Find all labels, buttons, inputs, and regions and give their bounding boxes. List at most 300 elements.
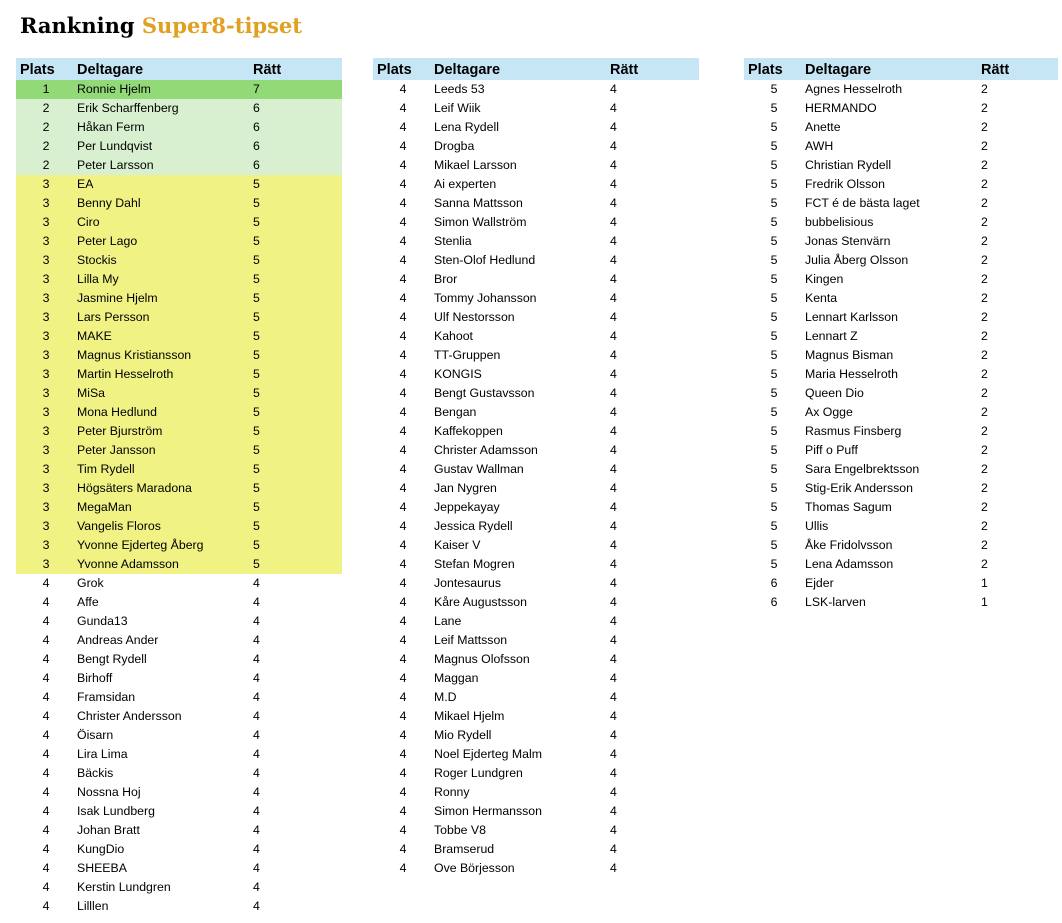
table-row	[373, 137, 699, 156]
cell-plats: 4	[42, 576, 50, 590]
table-row	[373, 612, 699, 631]
cell-ratt: 5	[253, 481, 260, 495]
cell-deltagare: Kenta	[805, 291, 838, 305]
cell-plats: 4	[42, 766, 50, 780]
cell-deltagare: Rasmus Finsberg	[805, 424, 902, 438]
cell-ratt: 5	[253, 215, 260, 229]
table-row	[16, 384, 342, 403]
cell-plats: 4	[399, 443, 407, 457]
cell-plats: 3	[42, 215, 50, 229]
cell-ratt: 4	[610, 367, 617, 381]
cell-plats: 4	[42, 880, 50, 894]
table-row	[373, 327, 699, 346]
cell-deltagare: Bengan	[434, 405, 477, 419]
cell-ratt: 4	[610, 386, 617, 400]
cell-deltagare: Sten-Olof Hedlund	[434, 253, 536, 267]
cell-ratt: 4	[610, 652, 617, 666]
cell-deltagare: LSK-larven	[805, 595, 866, 609]
cell-plats: 5	[770, 139, 778, 153]
cell-deltagare: Ax Ogge	[805, 405, 853, 419]
cell-plats: 2	[42, 158, 50, 172]
cell-plats: 4	[399, 576, 407, 590]
cell-plats: 4	[399, 595, 407, 609]
cell-ratt: 4	[610, 158, 617, 172]
cell-deltagare: Peter Lago	[77, 234, 138, 248]
cell-deltagare: Yvonne Adamsson	[77, 557, 179, 571]
cell-deltagare: KONGIS	[434, 367, 482, 381]
cell-ratt: 5	[253, 367, 260, 381]
table-row	[373, 289, 699, 308]
cell-deltagare: Kaffekoppen	[434, 424, 503, 438]
table-row	[373, 517, 699, 536]
cell-plats: 3	[42, 519, 50, 533]
table-row	[16, 783, 342, 802]
cell-plats: 3	[42, 348, 50, 362]
cell-deltagare: Håkan Ferm	[77, 120, 145, 134]
table-row	[16, 479, 342, 498]
cell-plats: 4	[399, 139, 407, 153]
cell-deltagare: Lennart Z	[805, 329, 858, 343]
cell-deltagare: Kerstin Lundgren	[77, 880, 171, 894]
cell-deltagare: Erik Scharffenberg	[77, 101, 179, 115]
cell-deltagare: Mona Hedlund	[77, 405, 157, 419]
cell-ratt: 1	[981, 576, 988, 590]
cell-deltagare: AWH	[805, 139, 834, 153]
cell-ratt: 4	[610, 614, 617, 628]
cell-ratt: 5	[253, 348, 260, 362]
table-row	[373, 479, 699, 498]
cell-ratt: 4	[253, 728, 260, 742]
cell-deltagare: Stockis	[77, 253, 117, 267]
cell-deltagare: TT-Gruppen	[434, 348, 501, 362]
cell-ratt: 5	[253, 443, 260, 457]
table-row	[373, 859, 699, 878]
table-row	[16, 460, 342, 479]
table-row	[373, 80, 699, 99]
table-row	[373, 175, 699, 194]
table-row	[373, 840, 699, 859]
cell-plats: 4	[42, 614, 50, 628]
cell-ratt: 4	[610, 747, 617, 761]
cell-plats: 3	[42, 462, 50, 476]
cell-ratt: 4	[253, 576, 260, 590]
cell-ratt: 2	[981, 424, 988, 438]
table-row	[373, 308, 699, 327]
cell-plats: 5	[770, 120, 778, 134]
table-row	[16, 175, 342, 194]
table-row	[373, 194, 699, 213]
cell-plats: 4	[399, 82, 407, 96]
cell-ratt: 2	[981, 310, 988, 324]
table-row	[373, 232, 699, 251]
table-row	[744, 536, 1058, 555]
cell-plats: 3	[42, 253, 50, 267]
table-row	[16, 612, 342, 631]
cell-deltagare: Ulf Nestorsson	[434, 310, 515, 324]
table-row	[373, 384, 699, 403]
table-row	[744, 441, 1058, 460]
cell-plats: 4	[399, 310, 407, 324]
header-ratt: Rätt	[981, 62, 1010, 78]
table-row	[373, 460, 699, 479]
cell-ratt: 4	[610, 785, 617, 799]
cell-deltagare: Peter Larsson	[77, 158, 154, 172]
cell-plats: 5	[770, 272, 778, 286]
cell-plats: 4	[399, 861, 407, 875]
cell-plats: 4	[399, 709, 407, 723]
cell-plats: 4	[399, 196, 407, 210]
table-body	[744, 80, 1058, 612]
cell-ratt: 7	[253, 82, 260, 96]
cell-plats: 4	[42, 595, 50, 609]
cell-plats: 5	[770, 538, 778, 552]
cell-plats: 4	[399, 481, 407, 495]
cell-deltagare: Magnus Kristiansson	[77, 348, 192, 362]
table-row	[16, 270, 342, 289]
cell-deltagare: Vangelis Floros	[77, 519, 161, 533]
cell-ratt: 4	[610, 329, 617, 343]
cell-plats: 4	[42, 747, 50, 761]
cell-plats: 4	[399, 405, 407, 419]
cell-plats: 3	[42, 386, 50, 400]
cell-plats: 5	[770, 443, 778, 457]
cell-plats: 4	[399, 120, 407, 134]
table-row	[373, 99, 699, 118]
cell-plats: 4	[399, 766, 407, 780]
cell-deltagare: Johan Bratt	[77, 823, 140, 837]
cell-plats: 4	[399, 329, 407, 343]
table-row	[16, 821, 342, 840]
cell-ratt: 4	[253, 709, 260, 723]
table-header	[16, 58, 342, 80]
table-row	[16, 99, 342, 118]
cell-deltagare: Bäckis	[77, 766, 114, 780]
cell-ratt: 5	[253, 234, 260, 248]
cell-ratt: 4	[253, 595, 260, 609]
table-row	[16, 289, 342, 308]
cell-deltagare: Per Lundqvist	[77, 139, 153, 153]
cell-deltagare: Lars Persson	[77, 310, 150, 324]
table-row	[744, 80, 1058, 99]
cell-ratt: 2	[981, 177, 988, 191]
cell-ratt: 4	[253, 823, 260, 837]
table-row	[744, 384, 1058, 403]
cell-deltagare: Christer Andersson	[77, 709, 182, 723]
cell-deltagare: Lilla My	[77, 272, 119, 286]
table-row	[373, 574, 699, 593]
cell-plats: 3	[42, 367, 50, 381]
cell-plats: 4	[42, 671, 50, 685]
cell-ratt: 4	[610, 595, 617, 609]
cell-plats: 3	[42, 272, 50, 286]
table-row	[744, 308, 1058, 327]
cell-ratt: 4	[610, 101, 617, 115]
cell-deltagare: Magnus Olofsson	[434, 652, 530, 666]
cell-ratt: 4	[610, 348, 617, 362]
cell-ratt: 4	[610, 519, 617, 533]
table-row	[16, 859, 342, 878]
page-title	[20, 12, 302, 40]
cell-ratt: 5	[253, 557, 260, 571]
table-row	[16, 498, 342, 517]
cell-plats: 4	[399, 500, 407, 514]
cell-deltagare: Leeds 53	[434, 82, 485, 96]
cell-deltagare: Åke Fridolvsson	[805, 538, 893, 552]
table-row	[16, 745, 342, 764]
table-row	[373, 441, 699, 460]
cell-plats: 6	[770, 576, 778, 590]
cell-ratt: 6	[253, 158, 260, 172]
table-row	[16, 707, 342, 726]
cell-deltagare: Högsäters Maradona	[77, 481, 192, 495]
cell-plats: 5	[770, 234, 778, 248]
cell-plats: 4	[399, 671, 407, 685]
cell-ratt: 2	[981, 519, 988, 533]
cell-deltagare: Ai experten	[434, 177, 497, 191]
cell-deltagare: Lira Lima	[77, 747, 128, 761]
cell-plats: 4	[42, 709, 50, 723]
table-row	[16, 555, 342, 574]
cell-deltagare: Simon Wallström	[434, 215, 527, 229]
cell-ratt: 2	[981, 234, 988, 248]
cell-ratt: 4	[610, 842, 617, 856]
cell-deltagare: Bramserud	[434, 842, 495, 856]
cell-ratt: 4	[610, 82, 617, 96]
cell-ratt: 4	[610, 310, 617, 324]
cell-deltagare: MAKE	[77, 329, 112, 343]
cell-ratt: 2	[981, 101, 988, 115]
table-row	[373, 365, 699, 384]
table-row	[16, 593, 342, 612]
cell-ratt: 2	[981, 253, 988, 267]
cell-deltagare: Kingen	[805, 272, 844, 286]
cell-deltagare: Stefan Mogren	[434, 557, 515, 571]
cell-deltagare: Lennart Karlsson	[805, 310, 898, 324]
cell-deltagare: Tim Rydell	[77, 462, 135, 476]
table-row	[16, 232, 342, 251]
cell-deltagare: Tobbe V8	[434, 823, 486, 837]
cell-plats: 5	[770, 82, 778, 96]
cell-plats: 4	[399, 424, 407, 438]
cell-ratt: 4	[610, 690, 617, 704]
cell-ratt: 5	[253, 424, 260, 438]
cell-plats: 4	[399, 253, 407, 267]
table-row	[744, 175, 1058, 194]
cell-deltagare: Grok	[77, 576, 104, 590]
cell-ratt: 2	[981, 538, 988, 552]
cell-deltagare: Framsidan	[77, 690, 136, 704]
cell-plats: 4	[399, 538, 407, 552]
cell-ratt: 6	[253, 120, 260, 134]
table-row	[16, 897, 342, 916]
cell-plats: 3	[42, 196, 50, 210]
table-row	[16, 327, 342, 346]
cell-deltagare: MiSa	[77, 386, 106, 400]
cell-ratt: 4	[610, 405, 617, 419]
cell-deltagare: Andreas Ander	[77, 633, 159, 647]
table-row	[744, 460, 1058, 479]
cell-ratt: 2	[981, 215, 988, 229]
cell-ratt: 4	[610, 823, 617, 837]
cell-ratt: 4	[253, 690, 260, 704]
cell-deltagare: Kåre Augustsson	[434, 595, 527, 609]
cell-deltagare: Magnus Bisman	[805, 348, 894, 362]
cell-deltagare: Jeppekayay	[434, 500, 500, 514]
cell-plats: 1	[42, 82, 50, 96]
table-row	[16, 365, 342, 384]
cell-deltagare: KungDio	[77, 842, 125, 856]
cell-deltagare: Christian Rydell	[805, 158, 892, 172]
table-row	[744, 498, 1058, 517]
cell-plats: 5	[770, 405, 778, 419]
cell-plats: 3	[42, 538, 50, 552]
cell-plats: 3	[42, 291, 50, 305]
cell-ratt: 4	[253, 899, 260, 913]
table-row	[373, 346, 699, 365]
cell-deltagare: Jonas Stenvärn	[805, 234, 891, 248]
cell-plats: 4	[399, 386, 407, 400]
table-row	[744, 403, 1058, 422]
cell-deltagare: Jessica Rydell	[434, 519, 513, 533]
table-row	[16, 631, 342, 650]
cell-plats: 5	[770, 215, 778, 229]
cell-ratt: 4	[610, 481, 617, 495]
cell-deltagare: Kahoot	[434, 329, 473, 343]
table-row	[373, 156, 699, 175]
table-row	[373, 650, 699, 669]
cell-deltagare: Birhoff	[77, 671, 113, 685]
table-row	[373, 802, 699, 821]
cell-deltagare: Yvonne Ejderteg Åberg	[77, 538, 204, 552]
table-row	[16, 118, 342, 137]
cell-deltagare: Lena Rydell	[434, 120, 499, 134]
table-row	[373, 745, 699, 764]
cell-deltagare: Gunda13	[77, 614, 128, 628]
cell-ratt: 4	[610, 177, 617, 191]
cell-ratt: 2	[981, 158, 988, 172]
cell-ratt: 4	[253, 652, 260, 666]
cell-plats: 4	[399, 557, 407, 571]
cell-deltagare: Peter Bjurström	[77, 424, 163, 438]
cell-deltagare: Bengt Rydell	[77, 652, 147, 666]
cell-plats: 4	[399, 842, 407, 856]
cell-plats: 2	[42, 120, 50, 134]
cell-plats: 3	[42, 481, 50, 495]
cell-ratt: 5	[253, 329, 260, 343]
table-row	[16, 669, 342, 688]
cell-ratt: 5	[253, 177, 260, 191]
table-row	[16, 308, 342, 327]
cell-ratt: 4	[610, 253, 617, 267]
table-row	[744, 289, 1058, 308]
cell-ratt: 2	[981, 120, 988, 134]
cell-ratt: 5	[253, 500, 260, 514]
cell-plats: 5	[770, 481, 778, 495]
cell-ratt: 4	[610, 728, 617, 742]
table-row	[744, 232, 1058, 251]
cell-plats: 5	[770, 329, 778, 343]
cell-plats: 4	[399, 348, 407, 362]
cell-plats: 4	[399, 234, 407, 248]
cell-ratt: 2	[981, 443, 988, 457]
table-row	[16, 156, 342, 175]
header-ratt: Rätt	[253, 62, 282, 78]
cell-ratt: 4	[610, 500, 617, 514]
table-row	[16, 403, 342, 422]
ranking-table-3	[744, 58, 1058, 612]
table-row	[744, 270, 1058, 289]
header-plats: Plats	[20, 62, 55, 78]
cell-plats: 4	[399, 215, 407, 229]
table-row	[744, 593, 1058, 612]
cell-ratt: 4	[610, 557, 617, 571]
table-row	[16, 441, 342, 460]
cell-plats: 4	[399, 177, 407, 191]
header-deltagare: Deltagare	[805, 62, 872, 78]
cell-ratt: 2	[981, 386, 988, 400]
cell-deltagare: Lena Adamsson	[805, 557, 894, 571]
cell-deltagare: Nossna Hoj	[77, 785, 141, 799]
cell-deltagare: Stenlia	[434, 234, 472, 248]
cell-ratt: 5	[253, 196, 260, 210]
table-row	[373, 726, 699, 745]
cell-deltagare: HERMANDO	[805, 101, 877, 115]
table-row	[16, 574, 342, 593]
cell-ratt: 2	[981, 462, 988, 476]
table-row	[373, 403, 699, 422]
table-row	[373, 707, 699, 726]
cell-ratt: 6	[253, 101, 260, 115]
cell-deltagare: Maria Hesselroth	[805, 367, 898, 381]
cell-deltagare: Ullis	[805, 519, 829, 533]
cell-plats: 4	[399, 519, 407, 533]
cell-ratt: 4	[253, 766, 260, 780]
table-row	[744, 555, 1058, 574]
cell-plats: 3	[42, 329, 50, 343]
cell-plats: 4	[399, 652, 407, 666]
cell-ratt: 2	[981, 291, 988, 305]
table-row	[744, 118, 1058, 137]
table-row	[16, 80, 342, 99]
cell-ratt: 4	[253, 633, 260, 647]
cell-plats: 4	[399, 690, 407, 704]
cell-plats: 4	[399, 614, 407, 628]
cell-ratt: 5	[253, 310, 260, 324]
table-row	[16, 213, 342, 232]
table-row	[373, 764, 699, 783]
cell-ratt: 4	[610, 576, 617, 590]
cell-ratt: 6	[253, 139, 260, 153]
cell-deltagare: Agnes Hesselroth	[805, 82, 903, 96]
header-deltagare: Deltagare	[77, 62, 144, 78]
table-row	[744, 213, 1058, 232]
table-row	[16, 878, 342, 897]
cell-plats: 4	[399, 291, 407, 305]
cell-ratt: 4	[253, 880, 260, 894]
cell-ratt: 4	[610, 215, 617, 229]
cell-plats: 5	[770, 386, 778, 400]
cell-plats: 4	[42, 823, 50, 837]
cell-deltagare: Jasmine Hjelm	[77, 291, 158, 305]
cell-ratt: 5	[253, 462, 260, 476]
table-row	[16, 422, 342, 441]
cell-plats: 5	[770, 310, 778, 324]
cell-deltagare: M.D	[434, 690, 457, 704]
table-row	[373, 118, 699, 137]
cell-deltagare: Tommy Johansson	[434, 291, 537, 305]
cell-ratt: 4	[253, 842, 260, 856]
table-row	[373, 270, 699, 289]
